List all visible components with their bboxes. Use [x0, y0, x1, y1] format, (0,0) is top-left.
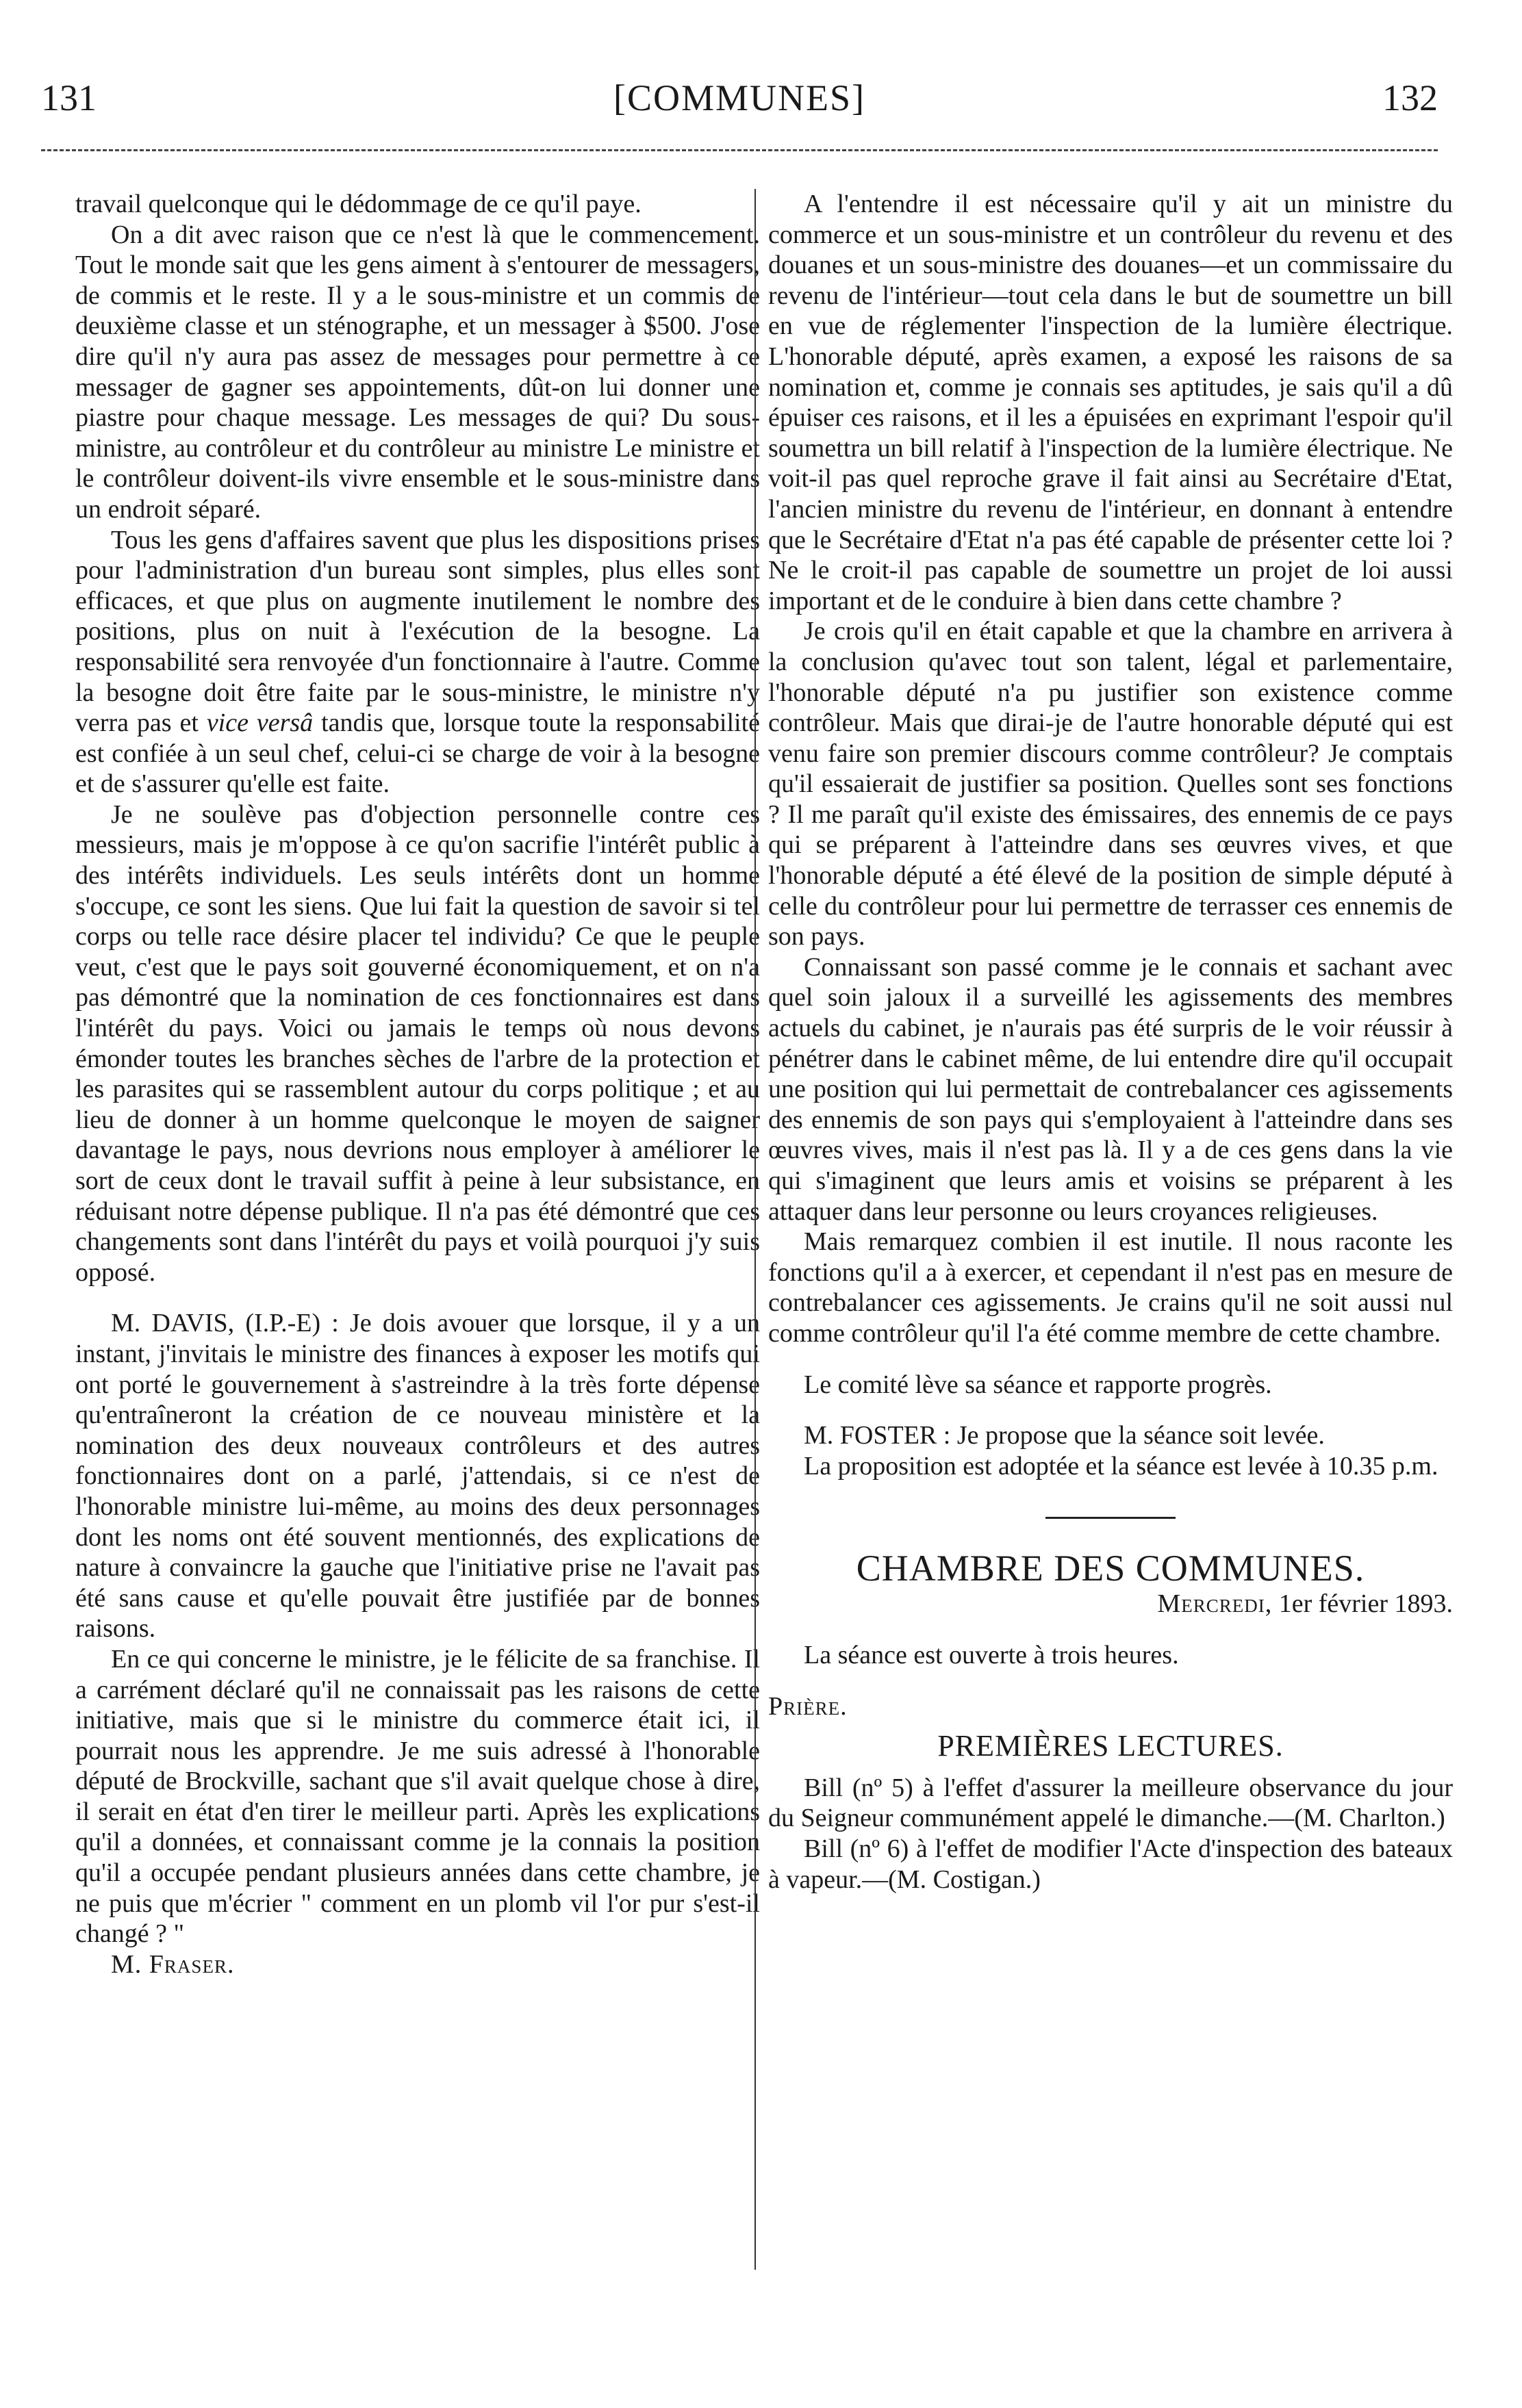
- paragraph: Je crois qu'il en était capable et que la chambre en arrivera à la conclusion qu'avec tout son talent, légal et parlementaire, l'honorable député n'a pu justifier son existence comme contrôleur. Mais que dirai-je de l'autre honorable député qui est venu faire son premier discours comme contrôleur? Je comptais qu'il essaierait de justifier sa position. Quelles sont ses fonctions ? Il me paraît qu'il existe des émissaires, des ennemis de ce pays qui se préparent à l'atteindre dans ses œuvres vives, et que l'honorable député a été élevé de la position de simple député à celle du contrôleur pour lui permettre de terrasser ces ennemis de son pays.: [768, 617, 1453, 951]
- paragraph: On a dit avec raison que ce n'est là que le commencement. Tout le monde sait que les gens aiment à s'entourer de messagers, de commis et le reste. Il y a le sous-ministre et un commis de deuxième classe et un sténographe, et un messager à $500. J'ose dire qu'il n'y aura pas assez de messages pour permettre à ce messager de gagner ses appointements, dût-on lui donner une piastre pour chaque message. Les messages de qui? Du sous-ministre, au contrôleur et du contrôleur au ministre Le ministre et le contrôleur doivent-ils vivre ensemble et le sous-ministre dans un endroit séparé.: [75, 220, 760, 524]
- text-run: Je propose que la séance soit levée.: [950, 1421, 1325, 1450]
- paragraph: [75, 525, 760, 799]
- paragraph: Je ne soulève pas d'objection personnelle contre ces messieurs, mais je m'oppose à ce qu'on sacrifie l'intérêt public à des intérêts individuels. Les seuls intérêts dont un homme s'occupe, ce sont les siens. Que lui fait la question de savoir si tel corps ou telle race désire placer tel individu? Ce que le peuple veut, c'est que le pays soit gouverné économiquement, et on n'a pas démontré que la nomination de ces fonctionnaires est dans l'intérêt du pays. Voici ou jamais le temps où nous devons émonder toutes les branches sèches de l'arbre de la protection et les parasites qui se rassemblent autour du corps politique ; et au lieu de donner à un homme quelconque le moyen de saigner davantage le pays, nous devrions nous employer à améliorer le sort de ceux dont le travail suffit à peine à leur subsistance, en réduisant notre dépense publique. Il n'a pas été démontré que ces changements sont dans l'intérêt du pays et voilà pourquoi j'y suis opposé.: [75, 799, 760, 1287]
- paragraph: travail quelconque qui le dédommage de ce qu'il paye.: [75, 190, 642, 218]
- paragraph: A l'entendre il est nécessaire qu'il y ait un ministre du commerce et un sous-ministre et un contrôleur du revenu et des douanes et un sous-ministre des douanes—et un commissaire du revenu de l'intérieur—tout cela dans le but de soumettre un bill en vue de réglementer l'inspection de la lumière électrique. L'honorable député, après examen, a exposé les raisons de sa nomination et, comme je connais ses aptitudes, je sais qu'il a dû épuiser ces raisons, et il les a épuisées en exprimant l'espoir qu'il soumettra un bill relatif à l'inspection de la lumière électrique. Ne voit-il pas quel reproche grave il fait ainsi au Secrétaire d'Etat, l'ancien ministre du revenu de l'intérieur, en donnant à entendre que le Secrétaire d'Etat n'a pas été capable de présenter cette loi ? Ne le croit-il pas capable de soumettre un projet de loi aussi important et de le conduire à bien dans cette chambre ?: [768, 190, 1453, 615]
- paragraph: Le comité lève sa séance et rapporte progrès.: [804, 1370, 1272, 1399]
- page-header: [41, 77, 1438, 125]
- text-run: (I.P.-E) : Je dois avouer que lorsque, il y a un instant, j'invitais le ministre des finances à exposer les motifs qui ont porté le gouvernement à s'astreindre à la très forte dépense qu'entraîneront la création de ce nouveau ministère et la nomination des deux nouveaux contrôleurs et des autres fonctionnaires dont on a parlé, j'attendais, si ce n'est de l'honorable ministre lui-même, au moins des deux personnages dont les noms ont été souvent mentionnés, des explications de nature à convaincre la gauche que l'initiative prise ne l'avait pas été sans cause et qu'elle pouvait être justifiée par de bonnes raisons.: [75, 1309, 760, 1643]
- header-rule: [41, 149, 1438, 151]
- page-number-right: 132: [1382, 77, 1438, 118]
- speaker-name: M. DAVIS,: [111, 1309, 235, 1338]
- column-divider: [754, 189, 756, 2270]
- page-number-left: 131: [41, 77, 97, 118]
- paragraph: La séance est ouverte à trois heures.: [804, 1640, 1179, 1669]
- paragraph: Connaissant son passé comme je le connais et sachant avec quel soin jaloux il a surveillé les agissements des membres actuels du cabinet, je n'aurais pas été surpris de le voir réussir à pénétrer dans le cabinet même, de lui entendre dire qu'il occupait une position qui lui permettait de contrebalancer ces agissements des ennemis de son pays qui s'employaient à l'atteindre dans ses œuvres vives, mais il n'est pas là. Il y a de ces gens dans la vie qui s'imaginent que leurs amis et voisins se préparent à les attaquer dans leur personne ou leurs croyances religieuses.: [768, 952, 1453, 1226]
- italic-text: vice versâ: [206, 708, 314, 738]
- paragraph: La proposition est adoptée et la séance est levée à 10.35 p.m.: [804, 1451, 1438, 1481]
- text-run: Tous les gens d'affaires savent que plus les dispositions prises pour l'administration d'un bureau sont simples, plus elles sont efficaces, et que plus on augmente inutilement le nombre des positions, plus on nuit à l'exécution de la besogne. La responsabilité sera renvoyée d'un fonctionnaire à l'autre. Comme la besogne doit être faite par le sous-ministre, le ministre n'y verra pas et: [75, 525, 760, 738]
- section-heading: CHAMBRE DES COMMUNES.: [856, 1548, 1365, 1589]
- left-column: [75, 189, 760, 1980]
- text-run: tandis que, lorsque toute la responsabilité est confiée à un seul chef, celui-ci se charge de voir à la besogne et de s'assurer qu'elle est faite.: [75, 708, 761, 799]
- date-line: [768, 1589, 1453, 1619]
- date-text: 1er février 1893.: [1272, 1589, 1453, 1619]
- subheading: PREMIÈRES LECTURES.: [937, 1729, 1284, 1763]
- weekday: Mercredi,: [1157, 1589, 1273, 1619]
- paragraph: [75, 1308, 760, 1644]
- right-column: [768, 189, 1453, 1895]
- speaker-line: M. Fraser.: [111, 1949, 235, 1979]
- speaker-name: M. FOSTER :: [804, 1421, 951, 1450]
- section-rule: [1045, 1517, 1176, 1519]
- paragraph: Bill (nº 6) à l'effet de modifier l'Acte d'inspection des bateaux à vapeur.—(M. Costigan.): [768, 1834, 1453, 1894]
- running-title: [COMMUNES]: [613, 77, 866, 118]
- paragraph: Mais remarquez combien il est inutile. Il nous raconte les fonctions qu'il a à exercer, et cependant il n'est pas en mesure de contrebalancer ces agissements. Je crains qu'il ne soit aussi nul comme contrôleur qu'il l'a été comme membre de cette chambre.: [768, 1227, 1453, 1348]
- prayer-label: Prière.: [768, 1691, 848, 1721]
- paragraph: En ce qui concerne le ministre, je le félicite de sa franchise. Il a carrément déclaré qu'il ne connaissait pas les raisons de cette initiative, mais que si le ministre du commerce était ici, il pourrait nous les apprendre. Je me suis adressé à l'honorable député de Brockville, sachant que s'il avait quelque chose à dire, il serait en état d'en tirer le meilleur parti. Après les explications qu'il a données, et connaissant comme je la connais la position qu'il a occupée pendant plusieurs années dans cette chambre, je ne puis que m'écrier " comment en un plomb vil l'or pur s'est-il changé ? ": [75, 1644, 760, 1949]
- paragraph: Bill (nº 5) à l'effet d'assurer la meilleure observance du jour du Seigneur communément appelé le dimanche.—(M. Charlton.): [768, 1773, 1453, 1833]
- paragraph: [768, 1420, 1453, 1451]
